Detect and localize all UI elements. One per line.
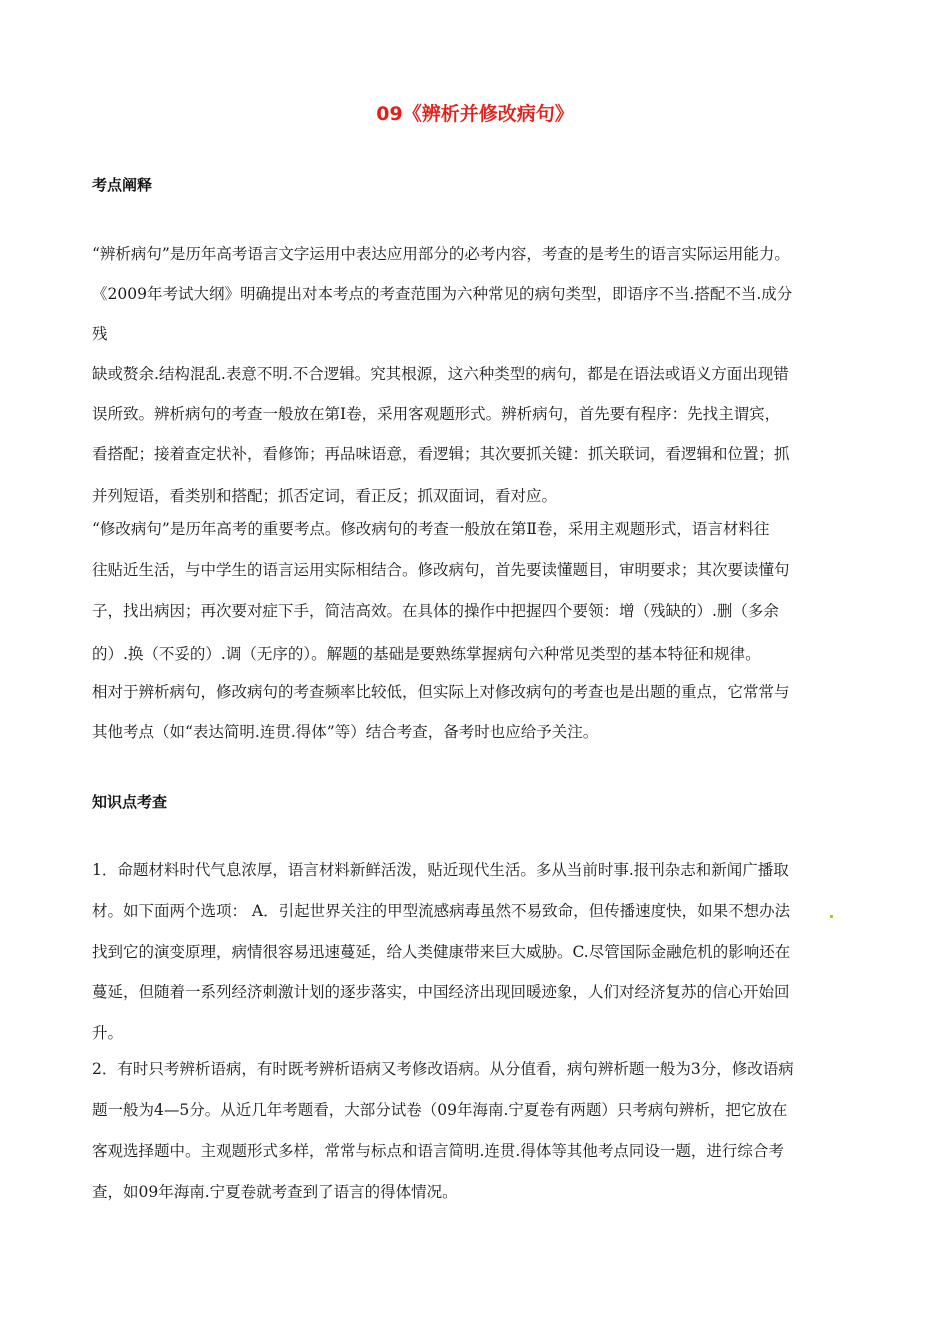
paragraph-line: “辨析病句”是历年高考语言文字运用中表达应用部分的必考内容，考查的是考生的语言实际运用能力。 [92, 245, 790, 263]
paragraph-line: 1．命题材料时代气息浓厚，语言材料新鲜活泼，贴近现代生活。多从当前时事.报刊杂志和新闻广播取 [92, 861, 789, 879]
paragraph-line: 题一般为4—5分。从近几年考题看，大部分试卷（09年海南.宁夏卷有两题）只考病句辨析，把它放在 [92, 1101, 788, 1119]
paragraph-line: 误所致。辨析病句的考查一般放在第Ⅰ卷，采用客观题形式。辨析病句，首先要有程序：先找主谓宾， [92, 405, 781, 423]
paragraph-line: 子，找出病因；再次要对症下手，简洁高效。在具体的操作中把握四个要领：增（残缺的）.删（多余 [92, 602, 779, 620]
paragraph-line: “修改病句”是历年高考的重要考点。修改病句的考查一般放在第Ⅱ卷，采用主观题形式，语言材料往 [92, 520, 770, 538]
section-heading-kaodian: 考点阐释 [92, 176, 153, 194]
paragraph-line: 材。如下面两个选项： A．引起世界关注的甲型流感病毒虽然不易致命，但传播速度快，如果不想办法 [92, 902, 791, 920]
paragraph-line: 其他考点（如“表达简明.连贯.得体”等）结合考查，备考时也应给予关注。 [92, 723, 599, 741]
paragraph-line: 的）.换（不妥的）.调（无序的）。解题的基础是要熟练掌握病句六种常见类型的基本特征和规律。 [92, 645, 761, 663]
document-title: 09《辨析并修改病句》 [376, 103, 574, 125]
paragraph-line: 往贴近生活，与中学生的语言运用实际相结合。修改病句，首先要读懂题目，审明要求；其次要读懂句 [92, 561, 790, 579]
paragraph-line: 看搭配；接着查定状补，看修饰；再品味语意，看逻辑；其次要抓关键：抓关联词，看逻辑和位置；抓 [92, 445, 790, 463]
paragraph-line: 找到它的演变原理，病情很容易迅速蔓延，给人类健康带来巨大威胁。C.尽管国际金融危机的影响还在 [92, 943, 791, 961]
section-heading-zhishidian: 知识点考查 [92, 793, 168, 811]
paragraph-line: 客观选择题中。主观题形式多样，常常与标点和语言简明.连贯.得体等其他考点同设一题，进行综合考 [92, 1142, 784, 1160]
paragraph-line: 并列短语，看类别和搭配；抓否定词，看正反；抓双面词，看对应。 [92, 487, 558, 505]
paragraph-line: 相对于辨析病句，修改病句的考查频率比较低，但实际上对修改病句的考查也是出题的重点，它常常与 [92, 683, 790, 701]
paragraph-line: 残 [92, 325, 108, 343]
paragraph-line: 查，如09年海南.宁夏卷就考查到了语言的得体情况。 [92, 1183, 458, 1201]
paragraph-line: 《2009年考试大纲》明确提出对本考点的考查范围为六种常见的病句类型，即语序不当.搭配不当.成分 [92, 285, 793, 303]
paragraph-line: 蔓延，但随着一系列经济刺激计划的逐步落实，中国经济出现回暖迹象，人们对经济复苏的信心开始回 [92, 983, 790, 1001]
paragraph-line: 2．有时只考辨析语病，有时既考辨析语病又考修改语病。从分值看，病句辨析题一般为3分，修改语病 [92, 1060, 794, 1078]
paragraph-line: 升。 [92, 1024, 124, 1042]
highlight-dot [830, 915, 833, 918]
paragraph-line: 缺或赘余.结构混乱.表意不明.不合逻辑。究其根源，这六种类型的病句，都是在语法或语义方面出现错 [92, 365, 789, 383]
